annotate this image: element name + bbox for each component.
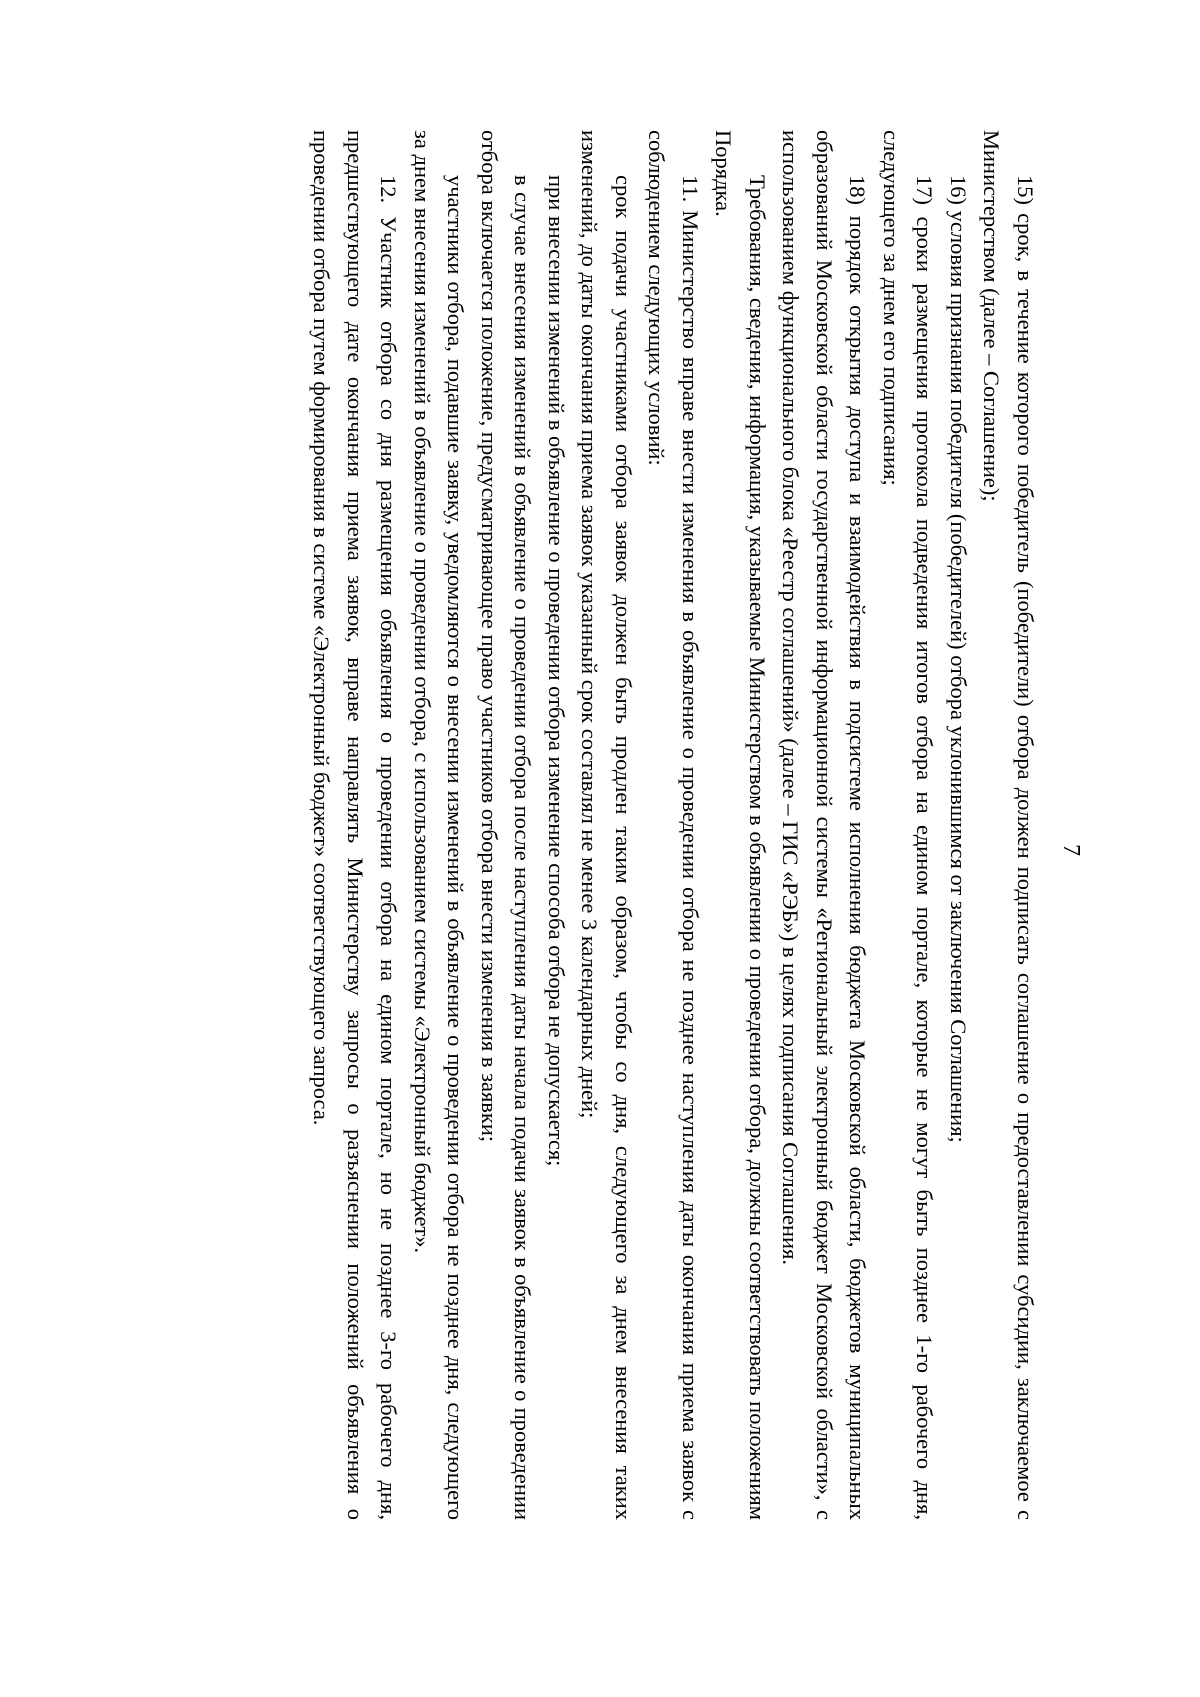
page-number: 7 <box>1058 844 1084 856</box>
paragraph-item-17: 17) сроки размещения протокола подведения итогов отбора на едином портале, которые не могут быть позднее 1-го рабочего дня, следующего за днем его подписания; <box>879 130 938 1520</box>
paragraph-method-change: при внесении изменений в объявление о проведении отбора изменение способа отбора не допускается; <box>544 175 569 1167</box>
paragraph-requirements: Требования, сведения, информация, указываемые Министерством в объявлении о проведении отбора, должны соответствовать положениям Порядка. <box>711 130 770 1520</box>
paragraph-clause-12: 12. Участник отбора со дня размещения объявления о проведении отбора на едином портале, но не позднее 3-го рабочего дня, предшествующего дате окончания приема заявок, вправе направлять Министерству запросы о разъяснении положений объявления о проведении отбора путем формирования в системе «Электронный бюджет» соответствующего запроса. <box>309 130 402 1520</box>
paragraph-item-16: 16) условия признания победителя (победителей) отбора уклонившимся от заключения Соглашения; <box>946 175 971 1143</box>
rotated-document-page <box>120 70 1120 1630</box>
document-body <box>305 130 1042 1520</box>
paragraph-after-start: в случае внесения изменений в объявление о проведении отбора после наступления даты начала подачи заявок в объявление о проведении отбора включается положение, предусматривающее право участников отбора внести изменения в заявки; <box>477 130 536 1520</box>
paragraph-clause-11: 11. Министерство вправе внести изменения в объявление о проведении отбора не позднее наступления даты окончания приема заявок с соблюдением следующих условий: <box>644 130 703 1520</box>
paragraph-notification: участники отбора, подавшие заявку, уведомляются о внесении изменений в объявление о проведении отбора не позднее дня, следующего за днем внесения изменений в объявление о проведении отбора, с использованием системы «Электронный бюджет». <box>410 130 469 1520</box>
paragraph-item-18: 18) порядок открытия доступа и взаимодействия в подсистеме исполнения бюджета Московской области, бюджетов муниципальных образований Московской области государственной информационной системы «Региональный электронный бюджет Московской области», с использованием функционального блока «Реестр соглашений» (далее – ГИС «РЭБ») в целях подписания Соглашения. <box>778 130 871 1520</box>
paragraph-deadline-extension: срок подачи участниками отбора заявок должен быть продлен таким образом, чтобы со дня, следующего за днем внесения таких изменений, до даты окончания приема заявок указанный срок составлял не менее 3 календарных дней; <box>577 130 636 1520</box>
paragraph-item-15: 15) срок, в течение которого победитель (победители) отбора должен подписать соглашение о предоставлении субсидии, заключаемое с Министерством (далее – Соглашение); <box>979 130 1038 1520</box>
